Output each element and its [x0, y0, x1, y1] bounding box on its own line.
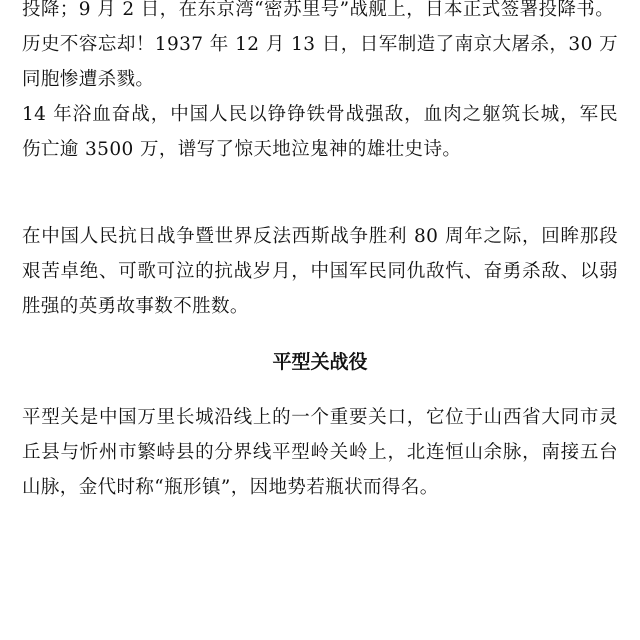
section-spacer [0, 324, 640, 344]
paragraph-fourteen-years: 14 年浴血奋战，中国人民以铮铮铁骨战强敌，血肉之躯筑长城，军民伤亡逾 3500 万，谱写了惊天地泣鬼神的雄壮史诗。 [22, 104, 618, 160]
paragraph-nanjing: 历史不容忘却！1937 年 12 月 13 日，日军制造了南京大屠杀，30 万同胞惨遭杀戮。 [22, 34, 618, 90]
section-spacer-2 [0, 380, 640, 400]
paragraph-spacer [0, 167, 640, 219]
section-title: 平型关战役 [272, 351, 368, 373]
paragraph-pingxingguan: 平型关是中国万里长城沿线上的一个重要关口，它位于山西省大同市灵丘县与忻州市繁峙县的分界线平型岭关岭上，北连恒山余脉，南接五台山脉，金代时称“瓶形镇”，因地势若瓶状而得名。 [22, 407, 618, 498]
paragraph-surrender: 投降；9 月 2 日，在东京湾“密苏里号”战舰上，日本正式签署投降书。 [22, 0, 615, 20]
paragraph-anniversary: 在中国人民抗日战争暨世界反法西斯战争胜利 80 周年之际，回眸那段艰苦卓绝、可歌可泣的抗战岁月，中国军民同仇敌忾、奋勇杀敌、以弱胜强的英勇故事数不胜数。 [22, 226, 618, 317]
